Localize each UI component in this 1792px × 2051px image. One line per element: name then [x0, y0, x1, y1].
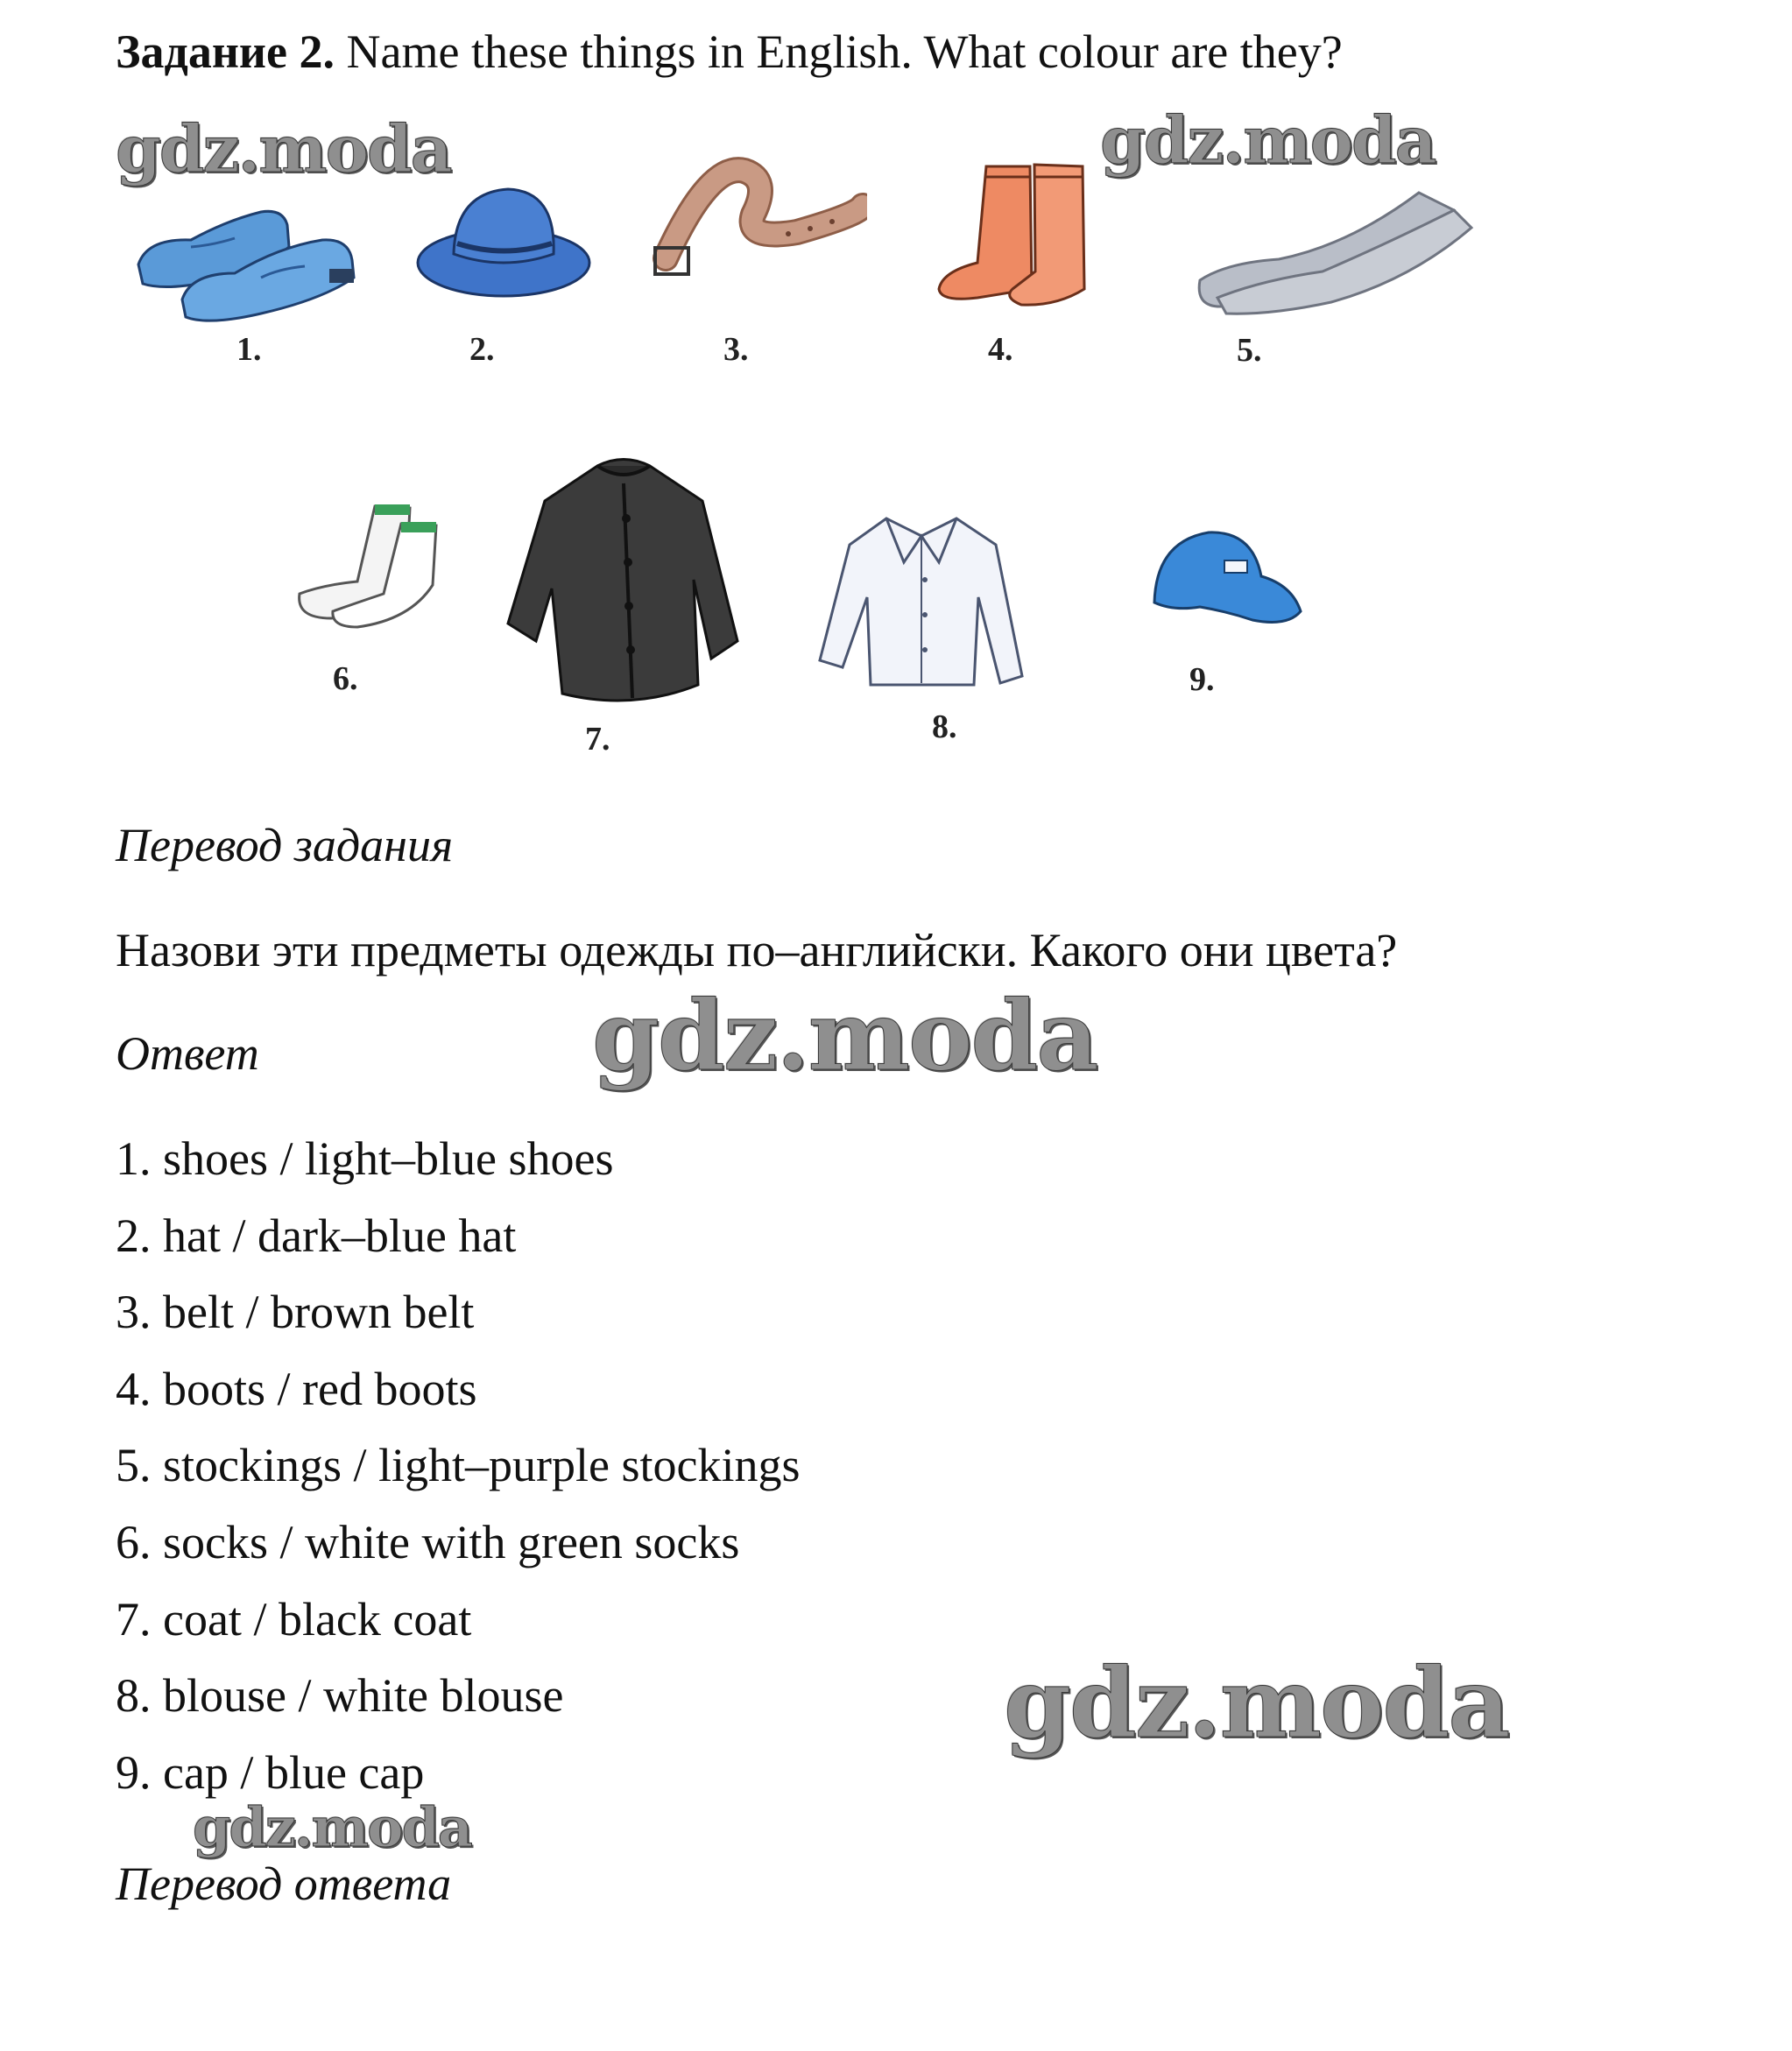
answer-line: 3. belt / brown belt — [116, 1286, 475, 1338]
hat-item — [412, 175, 596, 368]
belt-icon — [648, 144, 867, 285]
answer-translation-heading: Перевод ответа — [116, 1857, 452, 1910]
item-number: 6. — [333, 660, 358, 697]
item-number: 8. — [932, 708, 957, 745]
item-number: 1. — [236, 331, 262, 368]
item-number: 7. — [585, 721, 610, 758]
answer-line: 1. shoes / light–blue shoes — [116, 1132, 614, 1185]
watermark: gdz.moda — [592, 979, 1097, 1092]
hat-icon — [412, 175, 596, 307]
watermark: gdz.moda — [1004, 1646, 1509, 1759]
item-number: 9. — [1189, 661, 1215, 698]
belt-item — [648, 144, 867, 368]
answer-line: 5. stockings / light–purple stockings — [116, 1439, 801, 1491]
blouse-icon — [816, 501, 1027, 694]
watermark: gdz.moda — [1100, 103, 1436, 179]
task-title — [116, 25, 1343, 79]
stockings-icon — [1191, 175, 1480, 315]
answer-line: 9. cap / blue cap — [116, 1746, 425, 1799]
answer-line: 4. boots / red boots — [116, 1363, 477, 1415]
answer-line: 6. socks / white with green socks — [116, 1516, 740, 1568]
stockings-item — [1191, 175, 1480, 368]
answer-heading: Ответ — [116, 1027, 259, 1080]
shoes-item — [130, 186, 357, 368]
socks-item — [287, 497, 445, 708]
cap-item — [1147, 524, 1305, 708]
watermark: gdz.moda — [193, 1795, 471, 1859]
answer-line: 8. blouse / white blouse — [116, 1669, 564, 1722]
answer-line: 7. coat / black coat — [116, 1593, 472, 1646]
translation-heading: Перевод задания — [116, 819, 454, 871]
coat-item — [501, 448, 746, 764]
cap-icon — [1147, 524, 1305, 638]
task-label: Задание 2. — [116, 25, 335, 78]
item-number: 4. — [988, 331, 1013, 368]
boots-item — [934, 158, 1109, 368]
boots-icon — [934, 158, 1109, 324]
translation-text: Назови эти предметы одежды по–английски. Какого они цвета? — [116, 924, 1398, 976]
item-number: 5. — [1237, 332, 1262, 369]
shoes-icon — [130, 186, 357, 335]
task-text: Name these things in English. What colour are they? — [346, 25, 1343, 78]
coat-icon — [501, 448, 746, 711]
blouse-item — [816, 501, 1027, 755]
answer-line: 2. hat / dark–blue hat — [116, 1209, 517, 1262]
socks-icon — [287, 497, 445, 629]
item-number: 2. — [469, 331, 495, 368]
item-number: 3. — [723, 331, 749, 368]
watermark: gdz.moda — [116, 112, 451, 187]
